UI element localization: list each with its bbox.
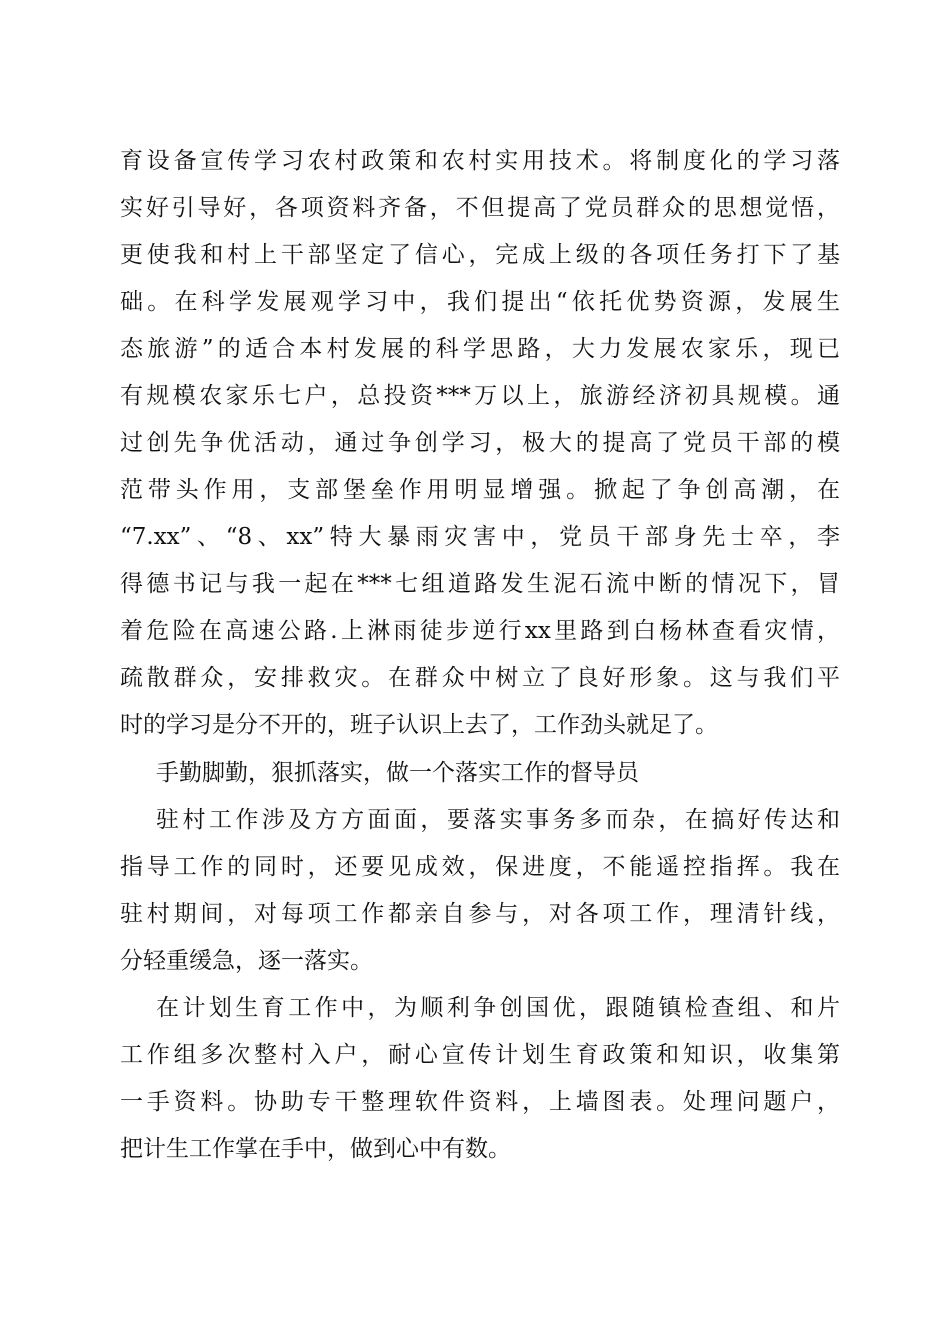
text-line: 把计生工作掌在手中，做到心中有数。 — [120, 1136, 511, 1162]
text-line: 在计划生育工作中，为顺利争创国优，跟随镇检查组、和片 — [156, 995, 840, 1021]
text-line: 驻村工作涉及方方面面，要落实事务多而杂，在搞好传达和 — [156, 807, 840, 833]
text-line: 态旅游”的适合本村发展的科学思路，大力发展农家乐，现已 — [120, 336, 840, 362]
text-line: 过创先争优活动，通过争创学习，极大的提高了党员干部的模 — [120, 430, 840, 456]
text-line: 更使我和村上干部坚定了信心，完成上级的各项任务打下了基 — [120, 242, 840, 268]
text-line: 范带头作用，支部堡垒作用明显增强。掀起了争创高潮，在 — [120, 477, 840, 503]
text-line: 驻村期间，对每项工作都亲自参与，对各项工作，理清针线， — [120, 901, 840, 927]
text-line: 工作组多次整村入户，耐心宣传计划生育政策和知识，收集第 — [120, 1042, 840, 1068]
text-line: 指导工作的同时，还要见成效，保进度，不能遥控指挥。我在 — [120, 854, 840, 880]
text-line: 实好引导好，各项资料齐备，不但提高了党员群众的思想觉悟， — [120, 195, 840, 221]
section-heading: 手勤脚勤，狠抓落实，做一个落实工作的督导员 — [156, 760, 639, 786]
text-line: 有规模农家乐七户，总投资***万以上，旅游经济初具规模。通 — [120, 383, 840, 409]
text-line: 着危险在高速公路.上淋雨徒步逆行xx里路到白杨林查看灾情， — [120, 618, 840, 644]
text-line: 得德书记与我一起在***七组道路发生泥石流中断的情况下，冒 — [120, 571, 840, 597]
text-line: 时的学习是分不开的，班子认识上去了，工作劲头就足了。 — [120, 712, 718, 738]
text-line: 疏散群众，安排救灾。在群众中树立了良好形象。这与我们平 — [120, 665, 840, 691]
text-line: 分轻重缓急，逐一落实。 — [120, 948, 373, 974]
text-line: 育设备宣传学习农村政策和农村实用技术。将制度化的学习落 — [120, 148, 840, 174]
text-line: 一手资料。协助专干整理软件资料，上墙图表。处理问题户， — [120, 1089, 840, 1115]
text-line: 础。在科学发展观学习中，我们提出“依托优势资源，发展生 — [120, 289, 840, 315]
text-line: “7.xx”、“8、xx”特大暴雨灾害中，党员干部身先士卒，李 — [120, 524, 840, 550]
